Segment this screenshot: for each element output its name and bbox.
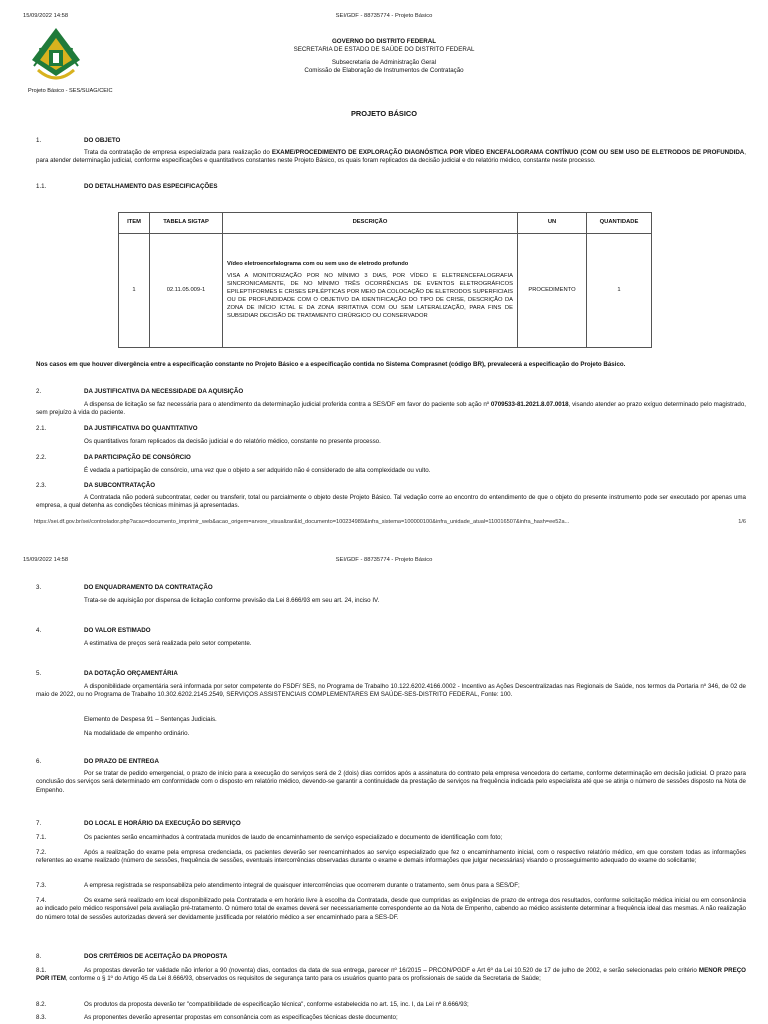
gov-heading: [0, 38, 768, 75]
section-number: 7.1.: [36, 834, 47, 841]
divergence-note: Nos casos em que houver divergência entre a especificação constante no Projeto Básico e a especificação contida no Sistema Comprasnet (código BR), prevalecerá a especificação do Projeto Básico.: [36, 361, 626, 368]
col-quantity: QUANTIDADE: [587, 213, 652, 234]
gov-line2: SECRETARIA DE ESTADO DE SAÚDE DO DISTRITO FEDERAL: [293, 46, 475, 54]
section-number: 6.: [36, 758, 42, 765]
section-text: Os quantitativos foram replicados da decisão judicial e do relatório médico, constante no presente processo.: [84, 438, 381, 445]
section-text: Por se tratar de pedido emergencial, o prazo de início para a execução do serviços será de 2 (dois) dias corridos após a assinatura do contrato pela empresa vencedora do certame, conforme determinação em decisão judicial. O prazo para conclusão dos serviços será determinado em conformidade com o disposto em relatório médico, devendo-se garantir a continuidade da prestação de serviços na frequência indicada pelo especialista até que se atinja o número de sessões disposto na Nota de Empenho.: [36, 770, 746, 794]
section-text: Após a realização do exame pela empresa credenciada, os pacientes deverão ser reencaminhados ao serviço especializado que fez o encaminhamento inicial, com o respectivo relatório médico, em que constem todas as informações referentes ao exame realizado (número de sessões, frequência de sessões, eventuais intercorrências observadas durante o exame e demais informações que julgar necessárias) visando o prosseguimento adequado do exame do solicitante;: [36, 849, 746, 865]
print-title: SEI/GDF - 88735774 - Projeto Básico: [335, 13, 433, 19]
section-title: DA JUSTIFICATIVA DO QUANTITATIVO: [84, 425, 198, 432]
col-un: UN: [518, 213, 587, 234]
cell-un: PROCEDIMENTO: [518, 234, 587, 348]
description-body: VISA A MONITORIZAÇÃO POR NO MÍNIMO 3 DIAS, POR VÍDEO E ELETRENCEFALOGRAFIA SINCRONICAMENTE, DE NO MÍNIMO TRÊS OCORRÊNCIAS DE EVENTOS ELETROGRÁFICOS EPILEPTIFORMES E CRISES EPILÉPTICAS POR MEIO DA COLOCAÇÃO DE ELETRODOS SUPERFICIAIS OU DE PROFUNDIDADE COM O OBJETIVO DA IDENTIFICAÇÃO DO TIPO DE CRISE, DESCRIÇÃO DA ZONA DE INÍCIO ICTAL E DA ZONA IRRITATIVA COM OU SEM LATERALIZAÇÃO, PARA FINS DE SUBSIDIAR DECISÃO DE TRATAMENTO CIRÚRGICO OU CONSERVADOR: [227, 273, 513, 319]
footer-page: 1/6: [738, 519, 746, 525]
col-description: DESCRIÇÃO: [223, 213, 518, 234]
section-title: DOS CRITÉRIOS DE ACEITAÇÃO DA PROPOSTA: [84, 953, 228, 960]
page1-footer: [34, 519, 746, 527]
crest-caption: Projeto Básico - SES/SUAG/CEIC: [28, 88, 113, 94]
section-title: DA JUSTIFICATIVA DA NECESSIDADE DA AQUISIÇÃO: [84, 388, 244, 395]
section-number: 5.: [36, 670, 42, 677]
table-row: [119, 234, 652, 348]
section-number: 7.: [36, 820, 42, 827]
section-title: DA PARTICIPAÇÃO DE CONSÓRCIO: [84, 454, 191, 461]
section-number: 2.1.: [36, 425, 47, 432]
section-text: As proponentes deverão apresentar propostas em consonância com as especificações técnicas deste documento;: [84, 1014, 398, 1021]
section-number: 7.4.: [36, 897, 47, 904]
section-number: 7.2.: [36, 849, 47, 856]
section-number: 2.2.: [36, 454, 47, 461]
cell-quantity: 1: [587, 234, 652, 348]
section-text: A disponibilidade orçamentária será informada por setor competente do FSDF/ SES, no Programa de Trabalho 10.122.6202.4166.0002 - Incentivo as Ações Descentralizadas nas Regionais de Saúde, nos termos da Portaria nº 346, de 02 de maio de 2022, ou no Programa de Trabalho 10.302.6202.2145.2549, SERVIÇOS ASSISTENCIAIS COMPLEMENTARES EM SAÚDE-SES-DISTRITO FEDERAL, Fonte: 100.: [36, 683, 746, 699]
section-title: DA SUBCONTRATAÇÃO: [84, 482, 156, 489]
col-sigtap: TABELA SIGTAP: [150, 213, 223, 234]
section-title: DO OBJETO: [84, 137, 121, 144]
section-title: DO ENQUADRAMENTO DA CONTRATAÇÃO: [84, 584, 213, 591]
footer-url: https://sei.df.gov.br/sei/controlador.php?acao=documento_imprimir_web&acao_origem=arvore_visualizar&id_documento=100234989&infra_sistema=100000100&infra_unidade_atual=110016507&infra_hash=ee52a...: [34, 519, 570, 525]
gov-line3: Subsecretaria de Administração Geral: [331, 58, 437, 66]
section-text: Os exame será realizado em local disponibilizado pela Contratada e em horário livre à escolha da Contratada, desde que cumpridas as exigências de prazo de entrega dos resultados, conforme solicitação médica inicial ou em consonância ao indicado pelo médico responsável pela avaliação pré-tratamento. O número total de exames deverá ser necessariamente correspondente ao da Nota de Empenho, cabendo ao médico assistente determinar a frequência ideal das mesmas. A não realização do número total de sessões autorizadas deverá ser devidamente justificada por relatório médico a ser encaminhado para a SES-DF.: [36, 897, 746, 921]
specification-table: [118, 212, 652, 348]
section-text: Trata da contratação de empresa especializada para realização do EXAME/PROCEDIMENTO DE EXPLORAÇÃO DIAGNÓSTICA POR VÍDEO ENCEFALOGRAMA CONTÍNUO (COM OU SEM USO DE ELETRODOS DE PROFUNDIDA, para atender determinação judicial, conforme especificações e quantitativos constantes neste Projeto Básico, os quais foram replicados da decisão judicial e do relatório médico, constante neste processo.: [36, 149, 746, 165]
section-text: As propostas deverão ter validade não inferior a 90 (noventa) dias, contados da data de sua entrega, parecer nº 16/2015 – PRCON/PGDF e Art 6º da Lei 10.520 de 17 de julho de 2002, e serão selecionadas pelo critério MENOR PREÇO POR ITEM, conforme o § 1º do Artigo 45 da Lei 8.666/93, observados os requisitos de segurança tanto para os usuários quanto para os profissionais de saúde da Secretaria de Saúde;: [36, 967, 746, 983]
print-datetime: 15/09/2022 14:58: [23, 557, 69, 563]
section-title: DO DETALHAMENTO DAS ESPECIFICAÇÕES: [84, 183, 218, 190]
section-number: 3.: [36, 584, 42, 591]
description-title: Vídeo eletroencefalograma com ou sem uso de eletrodo profundo: [227, 260, 409, 267]
section-text: É vedada a participação de consórcio, uma vez que o objeto a ser adquirido não é considerado de alta complexidade ou vulto.: [84, 467, 431, 474]
gov-line1: GOVERNO DO DISTRITO FEDERAL: [331, 38, 437, 45]
col-item: ITEM: [119, 213, 150, 234]
section-title: DO VALOR ESTIMADO: [84, 627, 151, 634]
section-number: 2.3.: [36, 482, 47, 489]
section-title: DO PRAZO DE ENTREGA: [84, 758, 159, 765]
gov-line4: Comissão de Elaboração de Instrumentos de Contratação: [304, 67, 464, 75]
section-text: A estimativa de preços será realizada pelo setor competente.: [84, 640, 252, 647]
table-header-row: [119, 213, 652, 234]
doc-title: PROJETO BÁSICO: [351, 109, 417, 118]
section-number: 8.1.: [36, 967, 47, 974]
section-text: A dispensa de licitação se faz necessária para o atendimento da determinação judicial proferida contra a SES/DF em favor do paciente sob ação nº 0709533-81.2021.8.07.0018, visando atender ao prazo exíguo determinado pelo magistrado, sem prejuízo à vida do paciente.: [36, 401, 746, 417]
cell-item: 1: [119, 234, 150, 348]
section-text: A empresa registrada se responsabiliza pelo atendimento integral de quaisquer intercorrências que ocorrerem durante o tratamento, sem ônus para a SES/DF;: [84, 882, 520, 889]
section-number: 8.: [36, 953, 42, 960]
section-number: 2.: [36, 388, 42, 395]
section-text: Os produtos da proposta deverão ter "compatibilidade de especificação técnica", conforme estabelecida no art. 15, inc. I, da Lei nº 8.666/93;: [84, 1001, 469, 1008]
print-datetime: 15/09/2022 14:58: [23, 13, 69, 19]
section-number: 8.3.: [36, 1014, 47, 1021]
section-title: DO LOCAL E HORÁRIO DA EXECUÇÃO DO SERVIÇO: [84, 820, 241, 827]
section-title: DA DOTAÇÃO ORÇAMENTÁRIA: [84, 670, 178, 677]
section-line: Elemento de Despesa 91 – Sentenças Judiciais.: [84, 716, 217, 723]
section-number: 4.: [36, 627, 42, 634]
section-text: Os pacientes serão encaminhados à contratada munidos de laudo de encaminhamento de serviço especializado e documento de identificação com foto;: [84, 834, 503, 841]
section-line: Na modalidade de empenho ordinário.: [84, 730, 190, 737]
section-text: Trata-se de aquisição por dispensa de licitação conforme previsão da Lei 8.666/93 em seu art. 24, inciso IV.: [84, 597, 380, 604]
cell-description: [223, 234, 518, 348]
cell-sigtap: 02.11.05.009-1: [150, 234, 223, 348]
section-number: 1.: [36, 137, 42, 144]
section-number: 8.2.: [36, 1001, 47, 1008]
section-text: A Contratada não poderá subcontratar, ceder ou transferir, total ou parcialmente o objeto deste Projeto Básico. Tal vedação corre ao encontro do entendimento de que o objeto do presente instrumento pode ser executado por apenas uma empresa, a qual detenha as condições técnicas mínimas já apresentadas.: [36, 494, 746, 510]
print-title: SEI/GDF - 88735774 - Projeto Básico: [335, 557, 433, 563]
section-number: 7.3.: [36, 882, 47, 889]
section-number: 1.1.: [36, 183, 47, 190]
